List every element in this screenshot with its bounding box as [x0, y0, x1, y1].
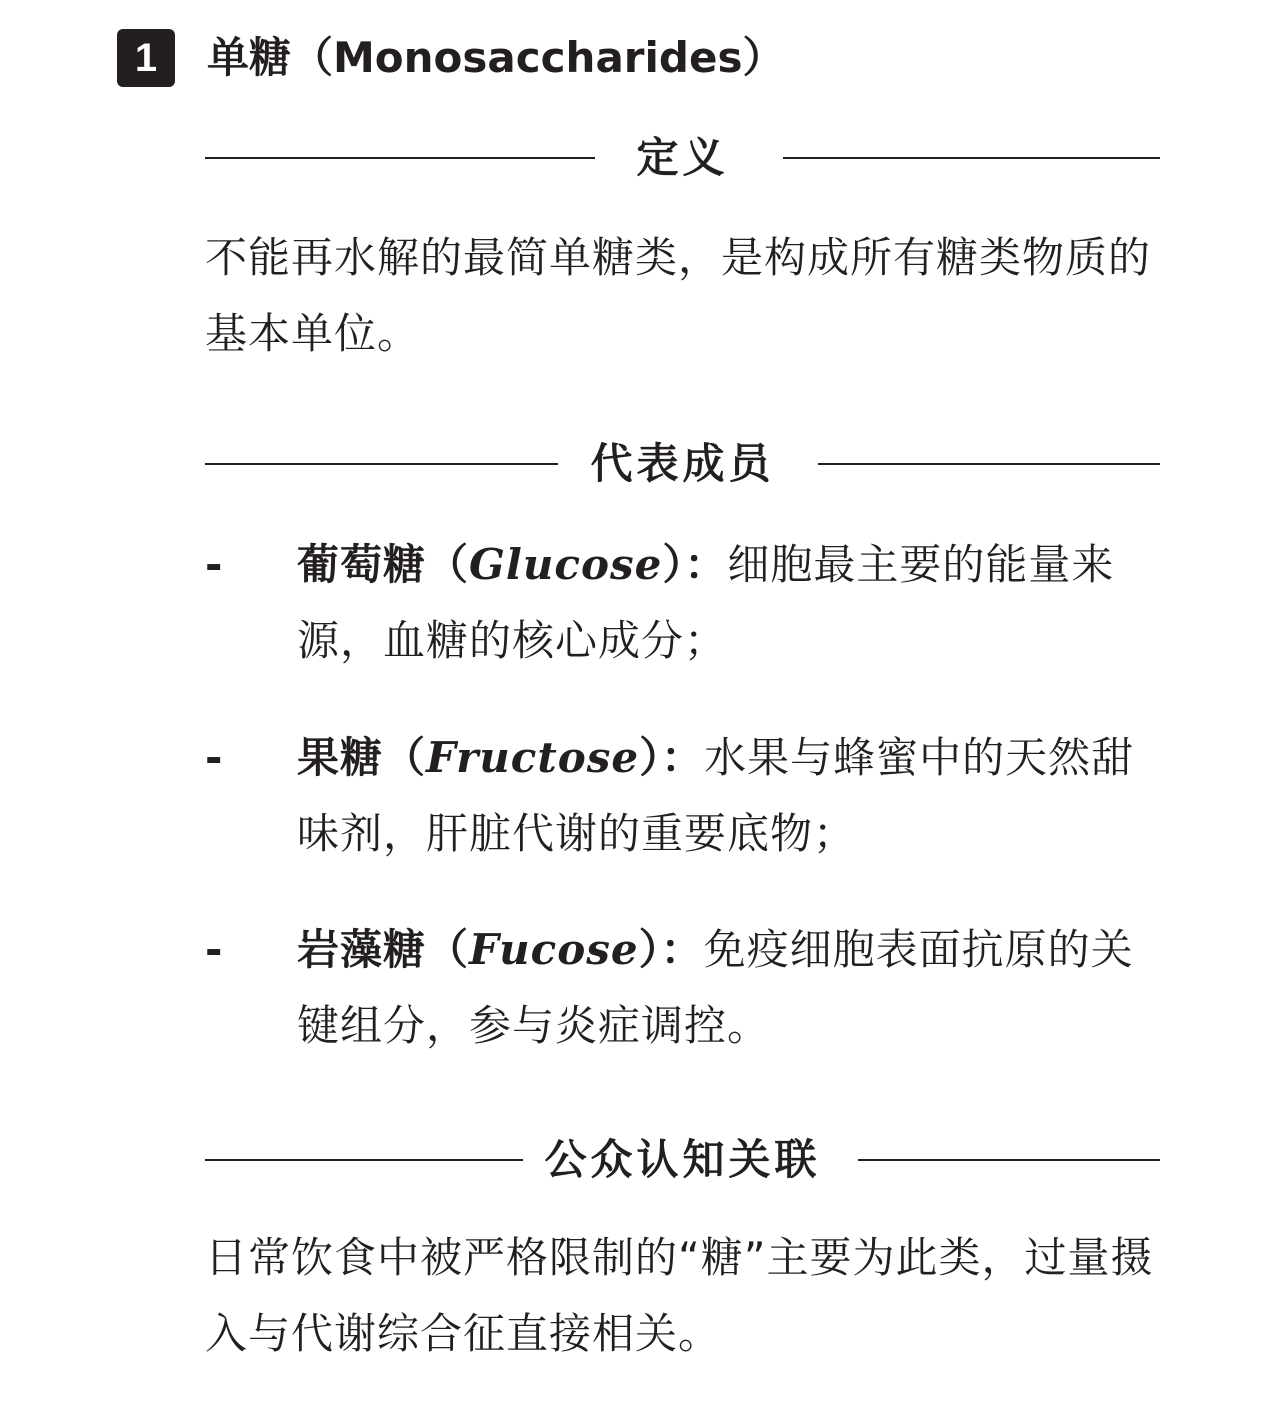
member-description: 免疫细胞表面抗原的关键组分，参与炎症调控。	[297, 925, 1134, 1050]
paren-close: ）：	[638, 925, 704, 974]
member-name-zh: 岩藻糖	[297, 925, 427, 974]
list-item	[205, 720, 1165, 880]
members-heading-row	[205, 434, 1160, 494]
list-bullet: -	[205, 733, 223, 782]
list-item	[205, 527, 1165, 687]
list-item-content	[297, 720, 1165, 872]
list-item-content	[297, 912, 1165, 1064]
list-item-content	[297, 527, 1165, 679]
member-name-zh: 葡萄糖	[297, 540, 427, 589]
member-name-latin: Fructose	[426, 733, 640, 782]
paren-close: ）：	[662, 540, 728, 589]
list-bullet: -	[205, 925, 223, 974]
member-description: 水果与蜂蜜中的天然甜味剂，肝脏代谢的重要底物；	[297, 733, 1135, 858]
members-heading: 代表成员	[590, 439, 775, 488]
paren-open: （	[383, 733, 427, 782]
member-name-latin: Fucose	[469, 925, 639, 974]
public-heading-row	[205, 1130, 1160, 1190]
member-name-zh: 果糖	[297, 733, 384, 782]
member-description: 细胞最主要的能量来源，血糖的核心成分；	[297, 540, 1115, 665]
paren-open: （	[426, 540, 470, 589]
definition-text: 不能再水解的最简单糖类，是构成所有糖类物质的基本单位。	[205, 233, 1152, 358]
paren-close: ）：	[639, 733, 705, 782]
public-heading: 公众认知关联	[544, 1135, 821, 1184]
section-header	[117, 28, 1217, 88]
public-text: 日常饮食中被严格限制的“糖”主要为此类，过量摄入与代谢综合征直接相关。	[205, 1233, 1154, 1358]
definition-heading-row	[205, 128, 1160, 188]
definition-heading: 定义	[636, 133, 729, 182]
list-item	[205, 912, 1165, 1072]
paren-open: （	[426, 925, 470, 974]
section-title: 单糖（Monosaccharides）	[207, 33, 785, 82]
list-bullet: -	[205, 540, 223, 589]
section-number-badge: 1	[117, 29, 175, 87]
member-name-latin: Glucose	[469, 540, 663, 589]
